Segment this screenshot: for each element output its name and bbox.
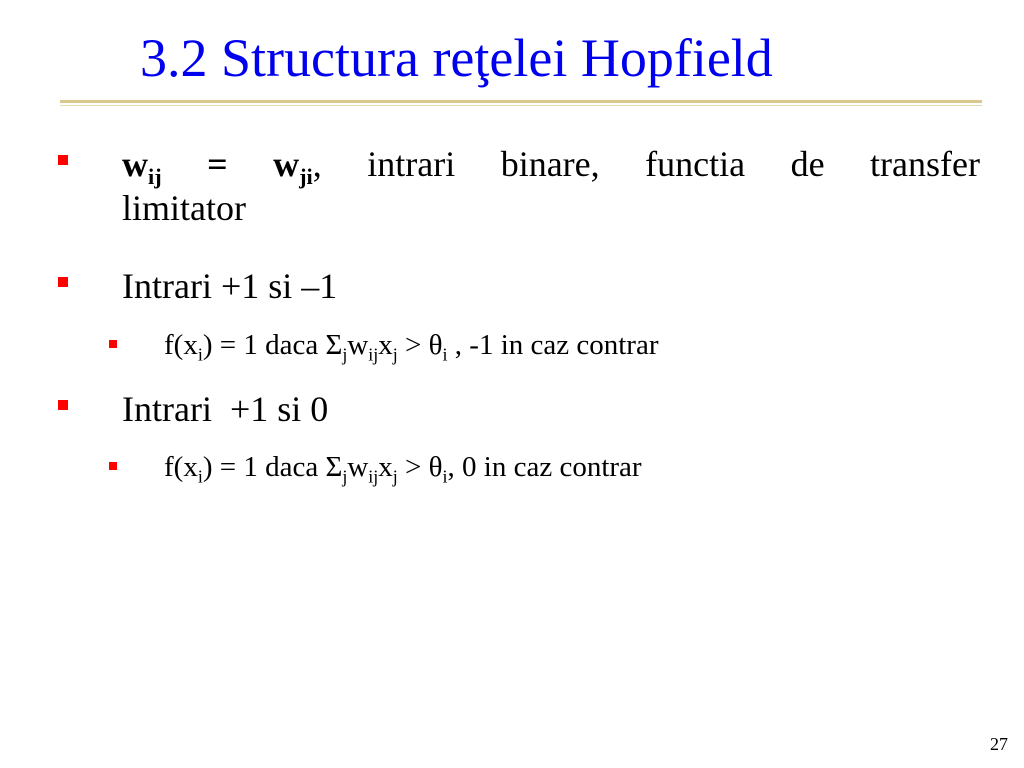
word: de xyxy=(790,144,825,184)
bullet-marker-3 xyxy=(58,400,68,410)
sub-bullet-3-formula: $f(x_i) = 1$ daca $\Sigma_jw_{ij}x_j > \theta_i$, 0 in caz contrar xyxy=(164,451,642,487)
bullet-marker-1 xyxy=(58,155,68,165)
bullet-2-text: Intrari +1 si –1 xyxy=(122,266,338,306)
page-number: 27 xyxy=(990,734,1008,754)
word: binare, xyxy=(500,144,600,184)
word: intrari xyxy=(367,144,456,184)
title-divider xyxy=(60,100,982,103)
bullet-3-text: Intrari +1 si 0 xyxy=(122,389,329,429)
equals-sign: = xyxy=(207,144,228,184)
sub-bullet-marker-2 xyxy=(109,340,117,348)
slide-title: 3.2 Structura reţelei Hopfield xyxy=(140,28,773,88)
title-divider-thin xyxy=(60,105,982,106)
sub-bullet-marker-3 xyxy=(109,462,117,470)
bullet-1-text xyxy=(122,142,980,230)
sub-bullet-2-formula: $f(x_i) = 1$ daca $\Sigma_jw_{ij}x_j > \theta_i$ , -1 in caz contrar xyxy=(164,329,659,365)
weight-symmetry-rhs: $w_{ji}$, xyxy=(273,144,322,189)
bullet-1-line-1 xyxy=(122,142,980,189)
bullet-marker-2 xyxy=(58,277,68,287)
bullet-1-line-2: limitator xyxy=(122,188,246,228)
word: functia xyxy=(645,144,746,184)
word: transfer xyxy=(870,144,980,184)
weight-symmetry: $w_{ij}$ xyxy=(122,144,162,189)
